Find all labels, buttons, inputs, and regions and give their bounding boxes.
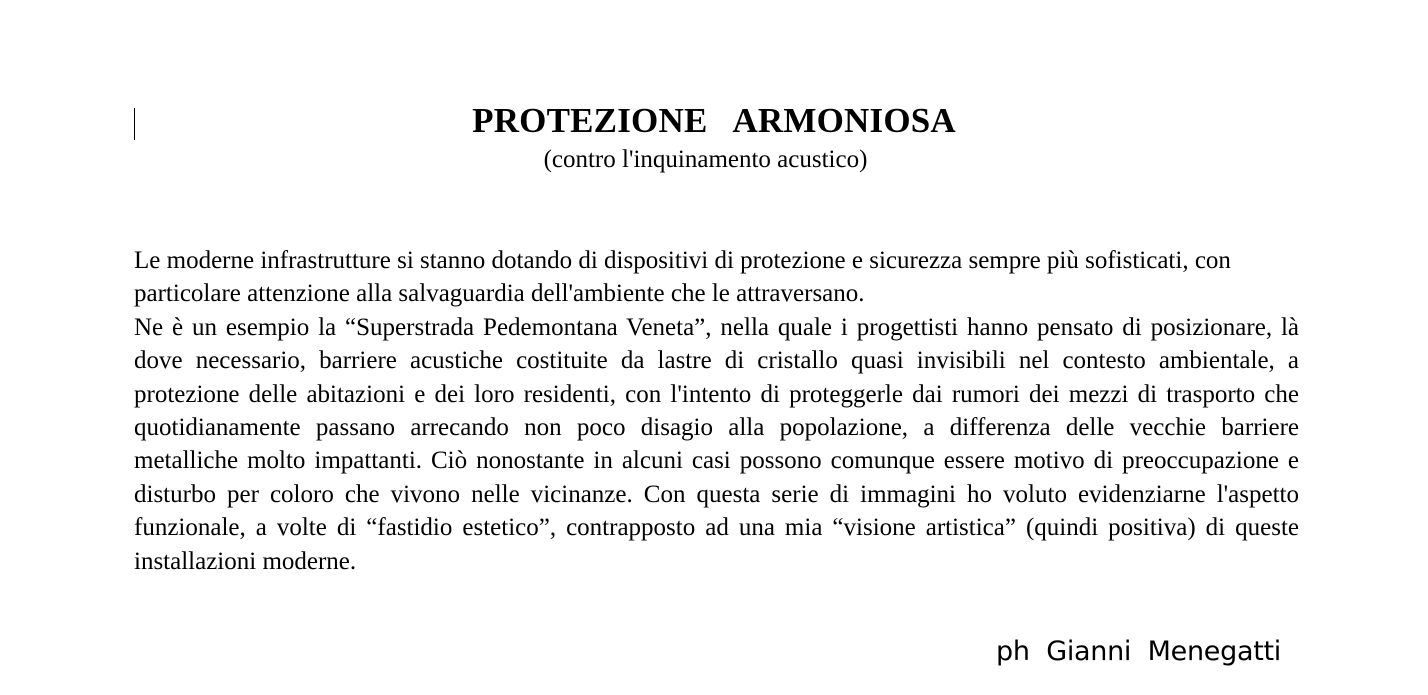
document-title: PROTEZIONE ARMONIOSA — [472, 101, 956, 140]
photographer-credit: ph Gianni Menegatti — [996, 636, 1281, 667]
body-paragraph-intro: Le moderne infrastrutture si stanno dotando di dispositivi di protezione e sicurezza sempre più sofisticati, con particolare attenzione alla salvaguardia dell'ambiente che le attraversano. — [134, 247, 1231, 308]
document-body — [134, 244, 1299, 578]
body-paragraph-main: Ne è un esempio la “Superstrada Pedemontana Veneta”, nella quale i progettisti hanno pensato di posizionare, là dove necessario, barriere acustiche costituite da lastre di cristallo quasi invisibili nel contesto ambientale, a protezione delle abitazioni e dei loro residenti, con l'intento di proteggerle dai rumori dei mezzi di trasporto che quotidianamente passano arrecando non poco disagio alla popolazione, a differenza delle vecchie barriere metalliche molto impattanti. Ciò nonostante in alcuni casi possono comunque essere motivo di preoccupazione e disturbo per coloro che vivono nelle vicinanze. Con questa serie di immagini ho voluto evidenziarne l'aspetto funzionale, a volte di “fastidio estetico”, contrapposto ad una mia “visione artistica” (quindi positiva) di queste installazioni moderne. — [134, 313, 1299, 575]
document-subtitle: (contro l'inquinamento acustico) — [543, 146, 868, 173]
